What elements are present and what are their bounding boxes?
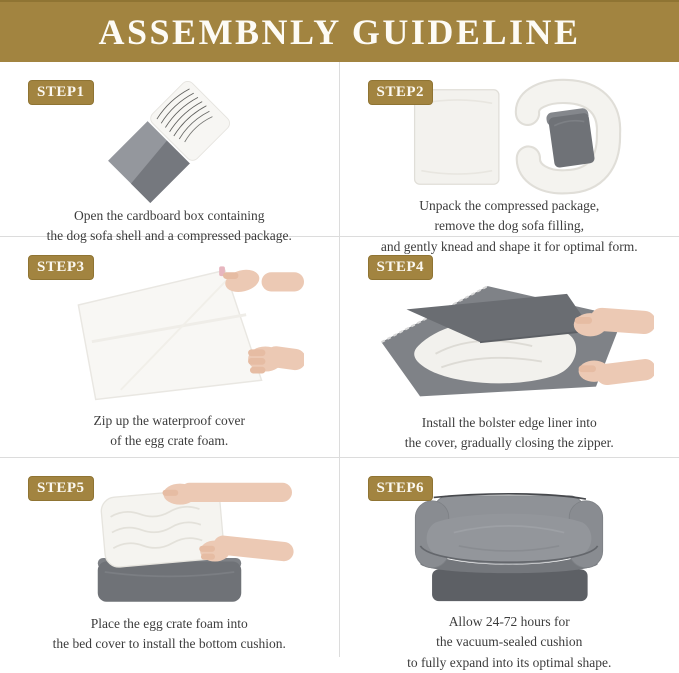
step6-caption: Allow 24-72 hours for the vacuum-sealed cushion to fully expand into its optimal shape. bbox=[348, 612, 672, 673]
step4-caption: Install the bolster edge liner into the cover, gradually closing the zipper. bbox=[348, 413, 672, 454]
row-1 bbox=[0, 62, 679, 237]
page-title: ASSEMBNLY GUIDELINE bbox=[99, 11, 581, 53]
row-2 bbox=[0, 237, 679, 458]
step3-caption: Zip up the waterproof cover of the egg crate foam. bbox=[8, 411, 331, 452]
step-panel-2 bbox=[340, 62, 679, 236]
upper-hand bbox=[574, 313, 607, 336]
upper-arm bbox=[180, 483, 292, 502]
steps-grid bbox=[0, 62, 679, 657]
step1-caption: Open the cardboard box containing the dog sofa shell and a compressed package. bbox=[8, 206, 331, 247]
step-panel-1 bbox=[0, 62, 340, 236]
upper-forearm bbox=[262, 272, 304, 291]
step-panel-6 bbox=[340, 458, 679, 657]
folded-package-illustration bbox=[64, 78, 274, 206]
step2-caption: Unpack the compressed package, remove the dog sofa filling, and gently knead and shape it for optimal form. bbox=[348, 196, 672, 257]
step2-badge: STEP2 bbox=[368, 80, 434, 105]
sofa-base bbox=[432, 569, 588, 601]
row-3 bbox=[0, 458, 679, 657]
step-panel-4 bbox=[340, 237, 679, 457]
step5-badge: STEP5 bbox=[28, 476, 94, 501]
step-panel-3 bbox=[0, 237, 340, 457]
lower-hand bbox=[248, 346, 283, 373]
step3-badge: STEP3 bbox=[28, 255, 94, 280]
step5-caption: Place the egg crate foam into the bed cover to install the bottom cushion. bbox=[8, 614, 331, 655]
header-banner bbox=[0, 0, 679, 62]
seat-cushion bbox=[427, 514, 592, 565]
step-panel-5 bbox=[0, 458, 340, 657]
step6-badge: STEP6 bbox=[368, 476, 434, 501]
step4-badge: STEP4 bbox=[368, 255, 434, 280]
gray-corner-cushion bbox=[546, 107, 595, 168]
step1-badge: STEP1 bbox=[28, 80, 94, 105]
